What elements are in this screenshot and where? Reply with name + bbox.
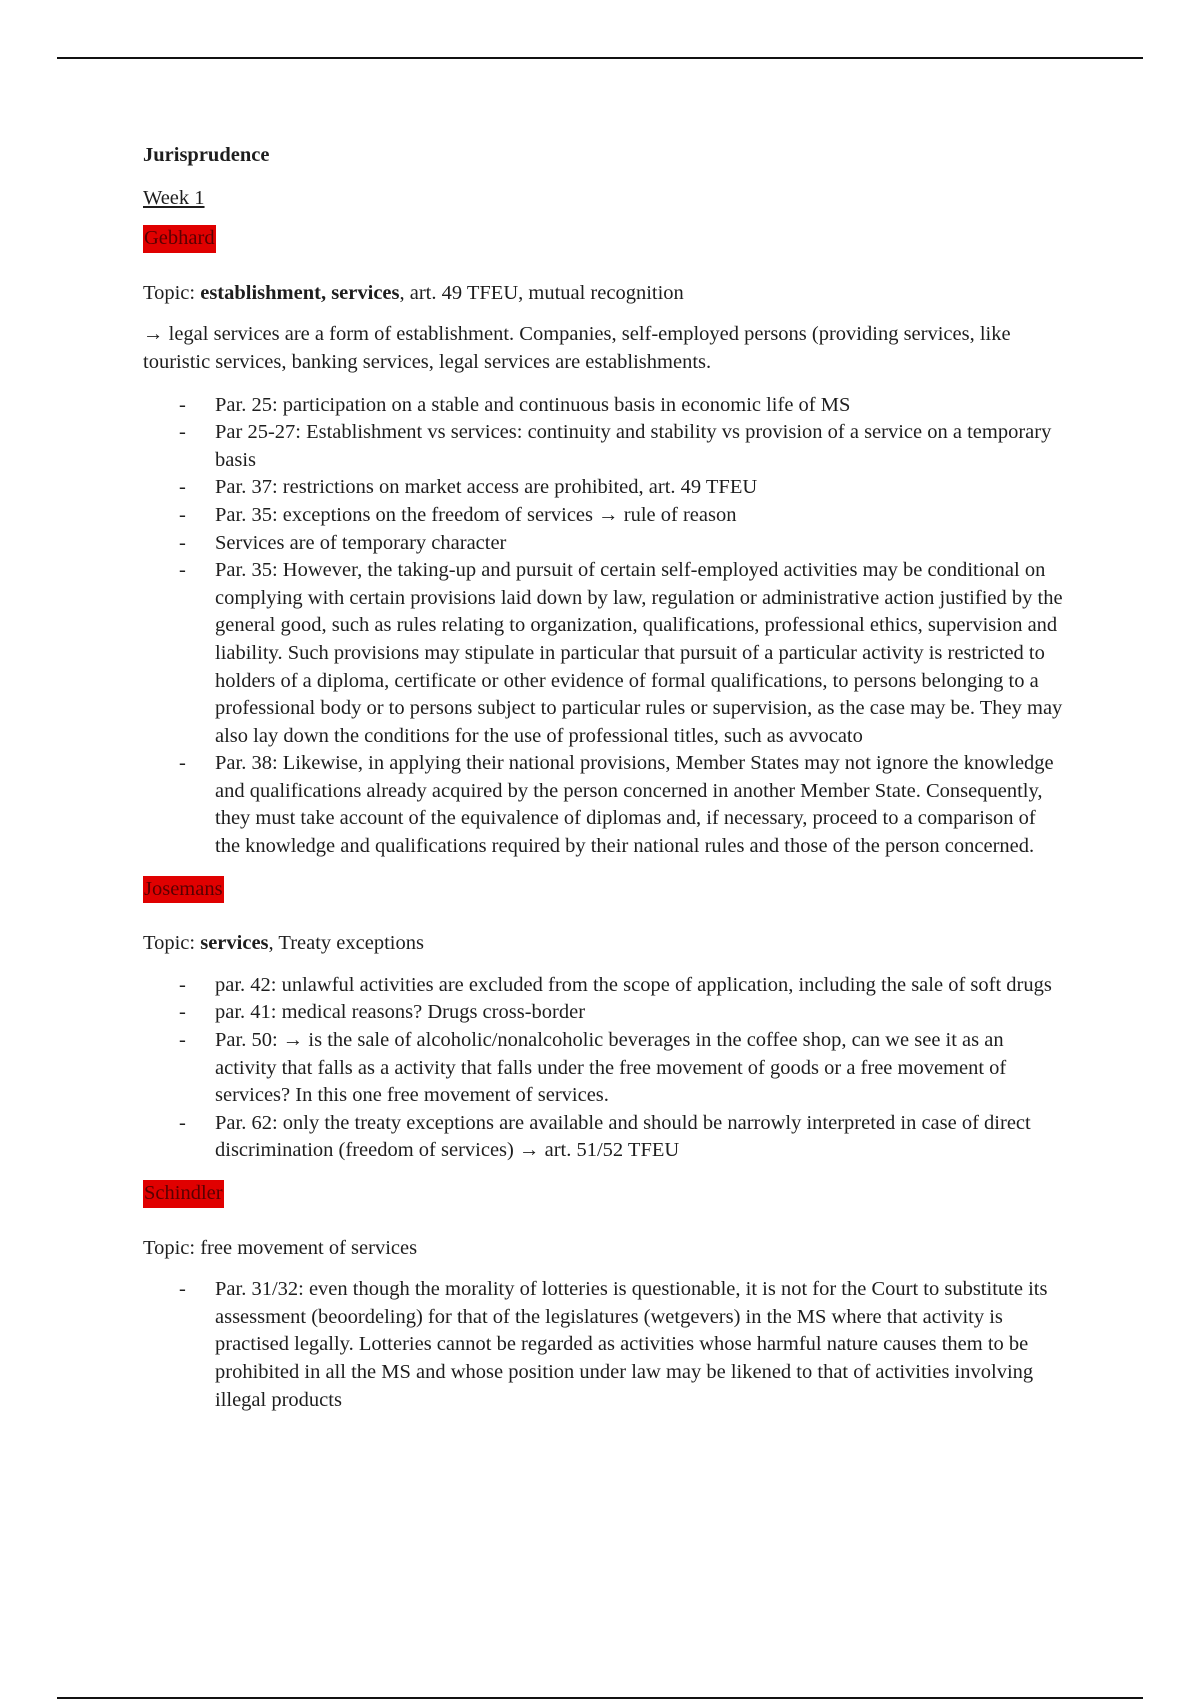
case-section-josemans [143, 876, 1063, 918]
topic-bold: establishment, services [200, 281, 400, 304]
document-title: Jurisprudence [143, 144, 270, 166]
bullet-list [143, 972, 1063, 1165]
case-topic [143, 930, 1063, 958]
case-highlight-label: Gebhard [143, 225, 216, 253]
list-item: - par. 41: medical reasons? Drugs cross-border [143, 999, 1063, 1027]
list-item: - Par. 31/32: even though the morality of lotteries is questionable, it is not for the Court to substitute its assessment (beoordeling) for that of the legislatures (wetgevers) in the MS where that activity is practised legally. Lotteries cannot be regarded as activities whose harmful nature causes them to be prohibited in all the MS and whose position under law may be likened to that of activities involving illegal products [143, 1276, 1063, 1414]
list-item: - par. 42: unlawful activities are excluded from the scope of application, including the sale of soft drugs [143, 972, 1063, 1000]
list-item: - Par. 35: exceptions on the freedom of services → rule of reason [143, 502, 1063, 530]
week-heading: Week 1 [143, 186, 205, 209]
case-section-schindler [143, 1180, 1063, 1222]
list-item: - Services are of temporary character [143, 530, 1063, 558]
case-topic [143, 1235, 1063, 1263]
bullet-list [143, 1276, 1063, 1414]
document-page [143, 142, 1063, 1429]
case-highlight-label: Schindler [143, 1180, 224, 1208]
topic-rest: , Treaty exceptions [268, 932, 424, 955]
footer-rule [57, 1697, 1143, 1699]
bullet-list [143, 392, 1063, 861]
list-item: - Par. 35: However, the taking-up and pursuit of certain self-employed activities may be conditional on complying with certain provisions laid down by law, regulation or administrative action justified by the general good, such as rules relating to organization, qualifications, professional ethics, supervision and liability. Such provisions may stipulate in particular that pursuit of a particular activity is restricted to holders of a diploma, certificate or other evidence of formal qualifications, to persons belonging to a professional body or to persons subject to particular rules or supervision, as the case may be. They may also lay down the conditions for the use of professional titles, such as avvocato [143, 557, 1063, 750]
case-section-gebhard [143, 225, 1063, 267]
list-item: - Par 25-27: Establishment vs services: continuity and stability vs provision of a service on a temporary basis [143, 419, 1063, 474]
list-item: - Par. 50: → is the sale of alcoholic/nonalcoholic beverages in the coffee shop, can we see it as an activity that falls as a activity that falls under the free movement of goods or a free movement of services? In this one free movement of services. [143, 1027, 1063, 1110]
topic-bold: services [200, 932, 269, 955]
topic-prefix: Topic: [143, 281, 201, 304]
list-item: - Par. 25: participation on a stable and continuous basis in economic life of MS [143, 392, 1063, 420]
header-rule [57, 57, 1143, 59]
list-item: - Par. 37: restrictions on market access are prohibited, art. 49 TFEU [143, 474, 1063, 502]
list-item: - Par. 38: Likewise, in applying their national provisions, Member States may not ignore the knowledge and qualifications already acquired by the person concerned in another Member State. Consequently, they must take account of the equivalence of diplomas and, if necessary, proceed to a comparison of the knowledge and qualifications required by their national rules and those of the person concerned. [143, 750, 1063, 860]
topic-rest: free movement of services [200, 1236, 418, 1259]
case-paragraph: → legal services are a form of establishment. Companies, self-employed persons (providing services, like touristic services, banking services, legal services are establishments. [143, 323, 1011, 373]
topic-prefix: Topic: [143, 932, 201, 955]
list-item: - Par. 62: only the treaty exceptions are available and should be narrowly interpreted in case of direct discrimination (freedom of services) → art. 51/52 TFEU [143, 1110, 1063, 1165]
topic-prefix: Topic: [143, 1236, 201, 1259]
topic-rest: , art. 49 TFEU, mutual recognition [399, 281, 684, 304]
case-highlight-label: Josemans [143, 876, 224, 904]
case-topic [143, 280, 1063, 308]
